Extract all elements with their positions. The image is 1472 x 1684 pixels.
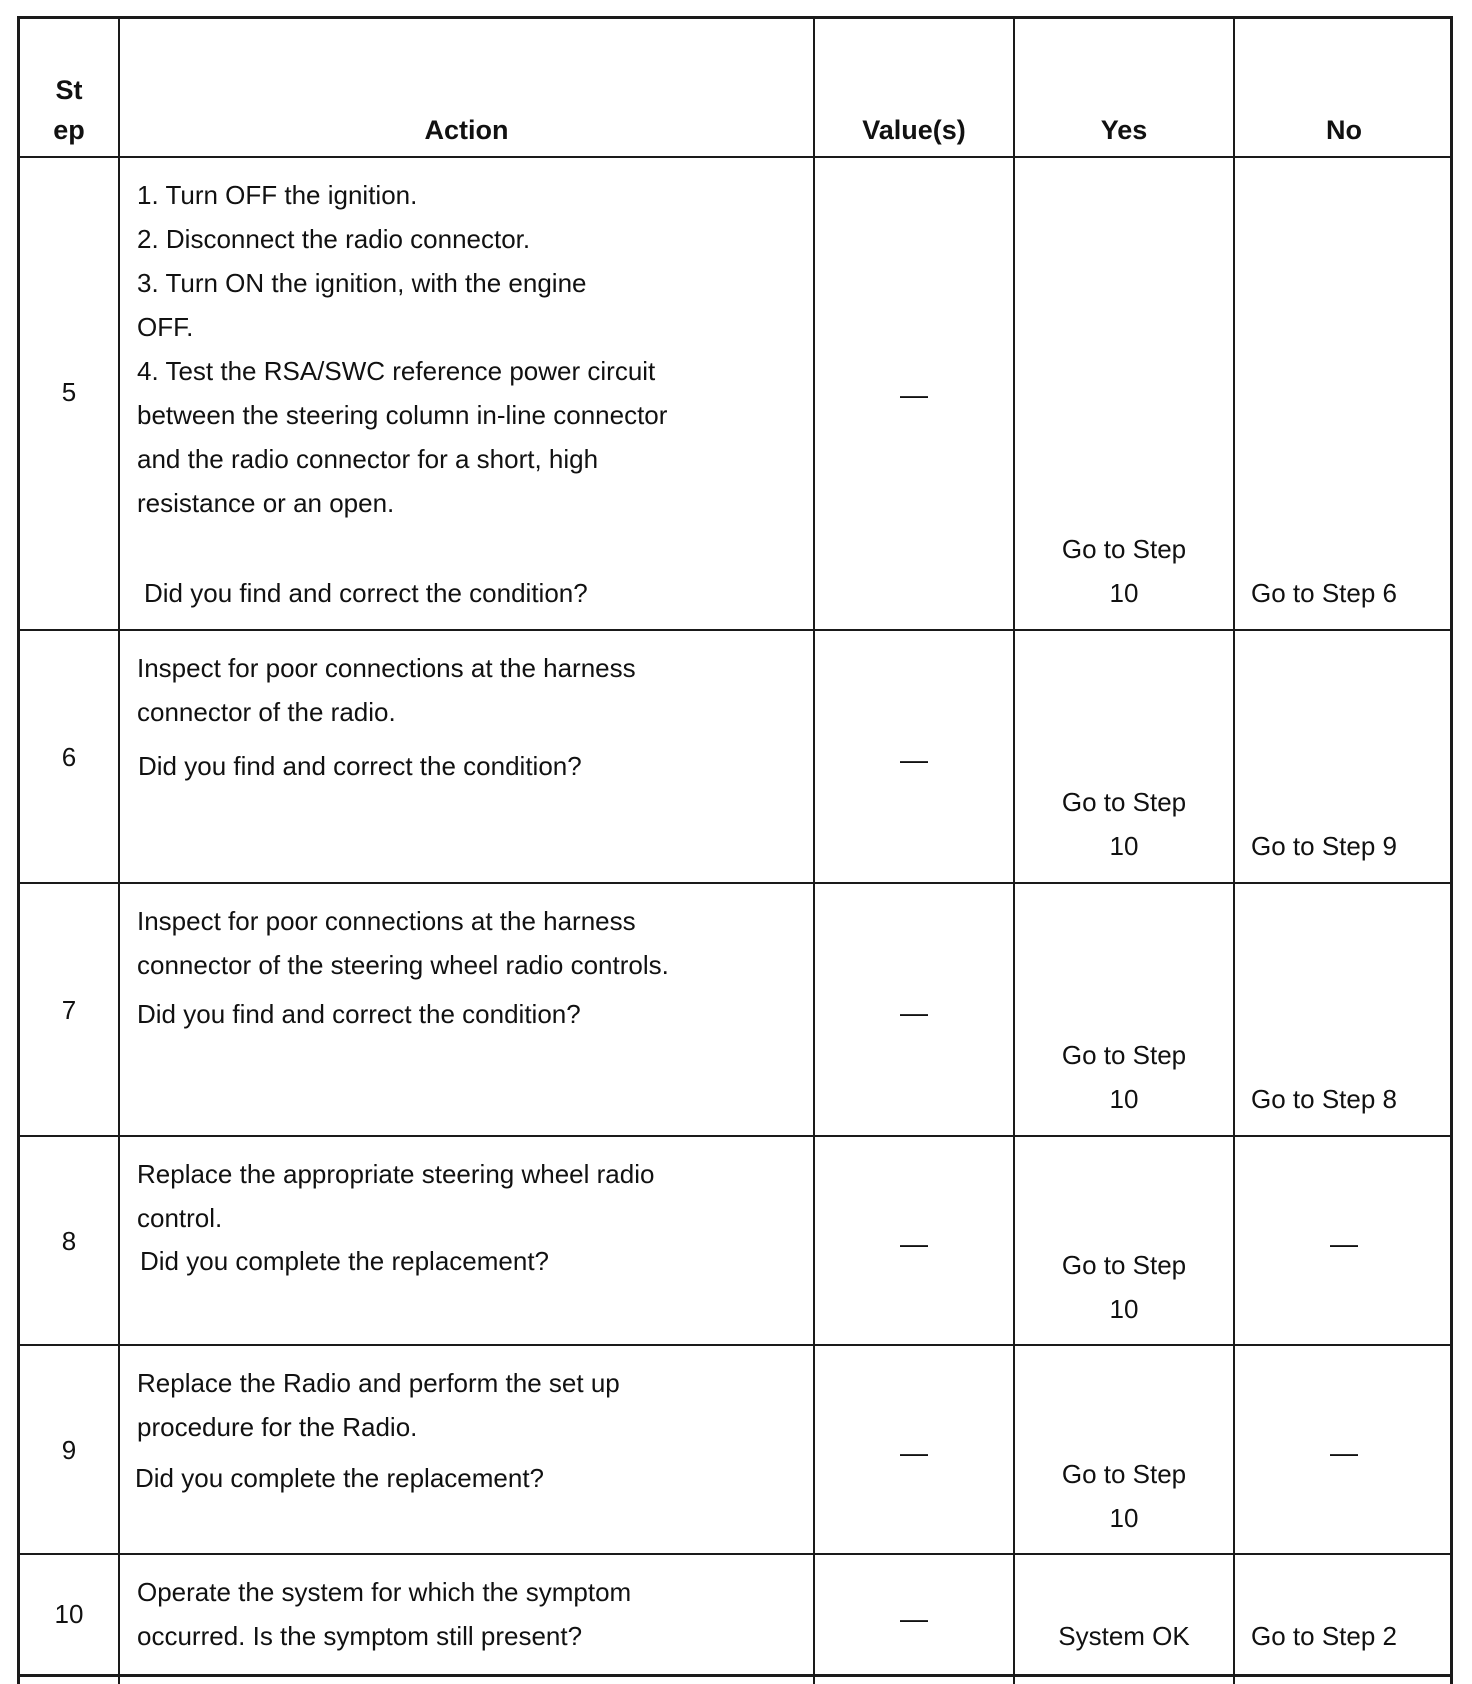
action-line: Replace the Radio and perform the set up — [137, 1368, 620, 1398]
action-line: 2. Disconnect the radio connector. — [137, 224, 531, 254]
yes-line: Go to Step — [1061, 1040, 1187, 1070]
action-line: occurred. Is the symptom still present? — [137, 1621, 583, 1651]
action-line: connector of the radio. — [137, 697, 396, 727]
yes-cell — [1015, 527, 1233, 615]
action-text — [137, 899, 669, 987]
action-text — [137, 1570, 631, 1658]
yes-line: 10 — [1109, 1503, 1139, 1533]
action-question: Did you find and correct the condition? — [137, 999, 581, 1029]
yes-cell — [1015, 1033, 1233, 1121]
step-number: 6 — [61, 742, 77, 772]
action-line: resistance or an open. — [137, 488, 395, 518]
no-cell: — — [1330, 1437, 1358, 1468]
action-question: Did you find and correct the condition? — [144, 578, 588, 608]
header-action: Action — [424, 115, 509, 145]
action-question: Did you complete the replacement? — [140, 1246, 550, 1276]
header-step-line2: ep — [53, 115, 85, 145]
action-line: 1. Turn OFF the ignition. — [137, 180, 418, 210]
value-cell: — — [900, 1437, 928, 1468]
action-line: procedure for the Radio. — [137, 1412, 418, 1442]
no-cell: Go to Step 6 — [1251, 578, 1397, 608]
row-divider — [17, 156, 1453, 158]
value-cell: — — [900, 744, 928, 775]
action-line: control. — [137, 1203, 223, 1233]
action-question: Did you complete the replacement? — [135, 1463, 545, 1493]
value-cell: — — [900, 997, 928, 1028]
header-values: Value(s) — [862, 115, 966, 145]
step-number: 10 — [54, 1599, 84, 1629]
row-divider — [17, 1553, 1453, 1555]
action-line: Operate the system for which the symptom — [137, 1577, 632, 1607]
no-cell: Go to Step 8 — [1251, 1084, 1397, 1114]
column-divider — [813, 16, 815, 1684]
column-divider — [118, 16, 120, 1684]
column-divider — [1233, 16, 1235, 1684]
action-line: Inspect for poor connections at the harness — [137, 906, 636, 936]
yes-cell — [1015, 1243, 1233, 1331]
yes-cell: System OK — [1058, 1621, 1190, 1651]
action-line: and the radio connector for a short, high — [137, 444, 599, 474]
action-text — [137, 1361, 620, 1449]
yes-line: Go to Step — [1061, 1250, 1187, 1280]
header-step — [20, 70, 118, 150]
step-number: 5 — [61, 377, 77, 407]
yes-cell — [1015, 780, 1233, 868]
yes-line: Go to Step — [1061, 1459, 1187, 1489]
action-text — [137, 173, 667, 525]
no-cell: — — [1330, 1228, 1358, 1259]
header-step-line1: St — [55, 75, 83, 105]
yes-line: Go to Step — [1061, 787, 1187, 817]
row-divider — [17, 1674, 1453, 1677]
row-divider — [17, 1135, 1453, 1137]
action-line: between the steering column in-line connector — [137, 400, 668, 430]
value-cell: — — [900, 379, 928, 410]
action-line: connector of the steering wheel radio controls. — [137, 950, 669, 980]
action-line: OFF. — [137, 312, 194, 342]
yes-cell — [1015, 1452, 1233, 1540]
action-line: 4. Test the RSA/SWC reference power circuit — [137, 356, 656, 386]
yes-line: 10 — [1109, 1294, 1139, 1324]
yes-line: 10 — [1109, 578, 1139, 608]
step-number: 9 — [61, 1435, 77, 1465]
yes-line: 10 — [1109, 831, 1139, 861]
value-cell: — — [900, 1603, 928, 1634]
step-number: 7 — [61, 995, 77, 1025]
no-cell: Go to Step 9 — [1251, 831, 1397, 861]
yes-line: 10 — [1109, 1084, 1139, 1114]
action-text — [137, 646, 636, 734]
yes-line: Go to Step — [1061, 534, 1187, 564]
header-no: No — [1326, 115, 1362, 145]
action-line: Replace the appropriate steering wheel radio — [137, 1159, 655, 1189]
action-text — [137, 1152, 654, 1240]
no-cell: Go to Step 2 — [1251, 1621, 1397, 1651]
action-line: 3. Turn ON the ignition, with the engine — [137, 268, 587, 298]
header-yes: Yes — [1100, 115, 1148, 145]
step-number: 8 — [61, 1226, 77, 1256]
row-divider — [17, 629, 1453, 631]
row-divider — [17, 882, 1453, 884]
action-question: Did you find and correct the condition? — [138, 751, 582, 781]
action-line: Inspect for poor connections at the harness — [137, 653, 636, 683]
row-divider — [17, 1344, 1453, 1346]
value-cell: — — [900, 1228, 928, 1259]
